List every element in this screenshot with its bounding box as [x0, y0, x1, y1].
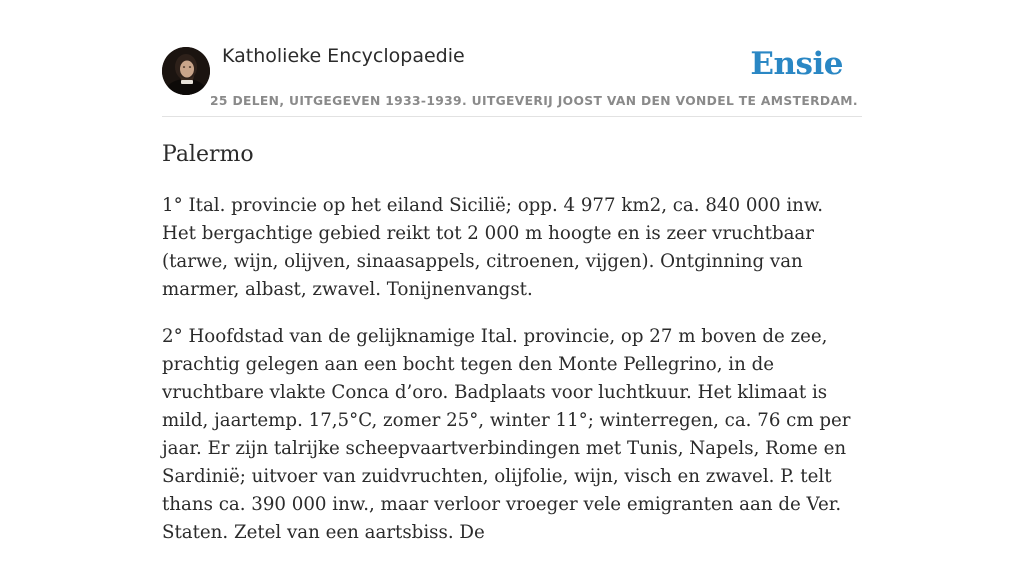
- publication-title[interactable]: Katholieke Encyclopaedie: [222, 45, 465, 67]
- article-title: Palermo: [162, 142, 254, 167]
- publication-subtitle: 25 DELEN, UITGEGEVEN 1933-1939. UITGEVERIJ JOOST VAN DEN VONDEL TE AMSTERDAM.: [210, 94, 858, 108]
- article-paragraph: 2° Hoofdstad van de gelijknamige Ital. provincie, op 27 m boven de zee, prachtig gelegen aan een bocht tegen den Monte Pellegrino, in de vruchtbare vlakte Conca d’oro. Badplaats voor luchtkuur. Het klimaat is mild, jaartemp. 17,5°C, zomer 25°, winter 11°; winterregen, ca. 76 cm per jaar. Er zijn talrijke scheepvaartverbindingen met Tunis, Napels, Rome en Sardinië; uitvoer van zuidvruchten, olijfolie, wijn, visch en zwavel. P. telt thans ca. 390 000 inw., maar verloor vroeger vele emigranten aan de Ver. Staten. Zetel van een aartsbiss. De: [162, 326, 851, 543]
- page: [162, 0, 862, 543]
- article-body: [162, 192, 862, 566]
- publication-avatar[interactable]: [162, 47, 210, 95]
- header: [162, 0, 862, 117]
- ensie-logo-link[interactable]: Ensie: [750, 46, 843, 82]
- article-paragraph: 1° Ital. provincie op het eiland Sicilië; opp. 4 977 km2, ca. 840 000 inw. Het bergachtige gebied reikt tot 2 000 m hoogte en is zeer vruchtbaar (tarwe, wijn, olijven, sinaasappels, citroenen, vijgen). Ontginning van marmer, albast, zwavel. Tonijnenvangst.: [162, 195, 824, 300]
- portrait-icon: [162, 47, 210, 95]
